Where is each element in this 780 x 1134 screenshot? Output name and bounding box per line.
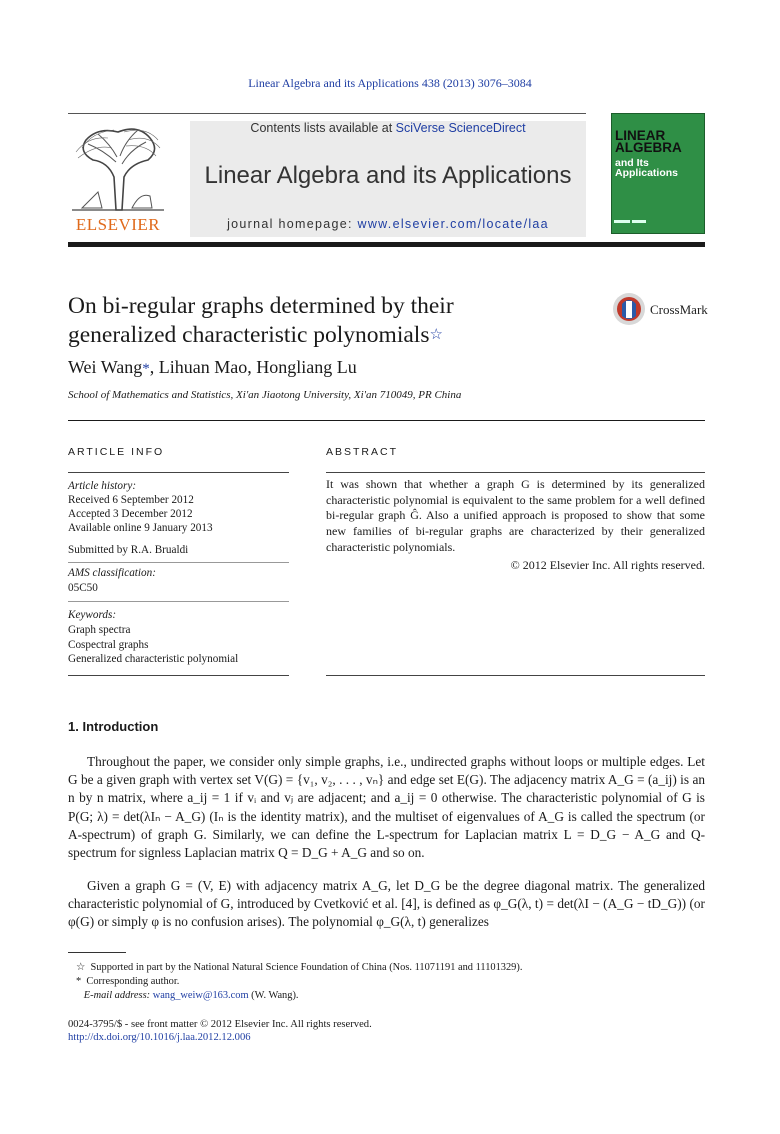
abstract-rule	[326, 472, 705, 473]
footnote-funding	[76, 961, 522, 975]
intro-paragraph-2: Given a graph G = (V, E) with adjacency matrix A_G, let D_G be the degree diagonal matrix. The generalized characteristic polynomial of G, introduced by Cvetković et al. [4], is defined as φ_G(λ, t) = det(λI − (A_G − tD_G)) (or φ(G) or simply φ is no confusion arises). The polynomial φ_G(λ, t) generalizes	[68, 878, 705, 930]
footnote-rule	[68, 952, 126, 953]
keyword: Cospectral graphs	[68, 639, 149, 651]
title-line-1: On bi-regular graphs determined by their	[68, 293, 454, 319]
online-date: Available online 9 January 2013	[68, 522, 213, 534]
header-thick-rule	[68, 242, 705, 247]
title-rule	[68, 420, 705, 421]
journal-citation[interactable]: Linear Algebra and its Applications 438 (2013) 3076–3084	[248, 76, 532, 90]
article-info-rule	[68, 472, 289, 473]
article-info-bottom-rule	[68, 675, 289, 676]
accepted-date: Accepted 3 December 2012	[68, 508, 193, 520]
cover-line-1: LINEAR	[615, 128, 666, 143]
homepage-line	[190, 217, 586, 231]
info-divider	[68, 601, 289, 602]
email-owner: (W. Wang).	[248, 990, 299, 1001]
footnote-corresponding	[76, 975, 179, 989]
footnote-star-mark: ☆	[76, 962, 86, 973]
contents-prefix: Contents lists available at	[250, 121, 396, 135]
front-matter-line: 0024-3795/$ - see front matter © 2012 Elsevier Inc. All rights reserved.	[68, 1019, 372, 1030]
footnote-funding-text: Supported in part by the National Natural Science Foundation of China (Nos. 11071191 and 11101329).	[90, 962, 523, 973]
abstract-copyright: © 2012 Elsevier Inc. All rights reserved.	[510, 558, 705, 572]
cover-title	[615, 130, 701, 154]
cover-bottom-strip	[612, 216, 704, 232]
section-heading: 1. Introduction	[68, 719, 159, 734]
ams-label: AMS classification:	[68, 567, 156, 579]
article-title	[68, 292, 588, 350]
crossmark-label[interactable]: CrossMark	[650, 302, 708, 317]
authors-rest: , Lihuan Mao, Hongliang Lu	[149, 357, 357, 377]
keyword: Graph spectra	[68, 624, 131, 636]
ams-code: 05C50	[68, 582, 98, 594]
homepage-prefix: journal homepage:	[227, 217, 358, 231]
email-link[interactable]: wang_weiw@163.com	[152, 990, 249, 1001]
footnote-asterisk: *	[76, 976, 82, 987]
abstract-heading: ABSTRACT	[326, 446, 399, 458]
sciencedirect-link[interactable]: SciVerse ScienceDirect	[395, 121, 526, 135]
doi-link[interactable]: http://dx.doi.org/10.1016/j.laa.2012.12.006	[68, 1032, 251, 1043]
elsevier-wordmark: ELSEVIER	[75, 215, 161, 234]
affiliation: School of Mathematics and Statistics, Xi'an Jiaotong University, Xi'an 710049, PR China	[68, 389, 462, 401]
header-rule	[68, 113, 586, 114]
history-label: Article history:	[68, 480, 137, 492]
article-info-heading: ARTICLE INFO	[68, 446, 165, 458]
submitted-by: Submitted by R.A. Brualdi	[68, 544, 189, 556]
author-wei-wang: Wei Wang	[68, 357, 143, 377]
cover-line-3: and Its	[615, 157, 649, 169]
cover-subtitle	[615, 158, 701, 178]
info-divider	[68, 562, 289, 563]
received-date: Received 6 September 2012	[68, 494, 194, 506]
abstract-text: It was shown that whether a graph G is determined by its generalized characteristic polynomial is equivalent to the same problem for a well defined bi-regular graph Ĝ. Also a unified approach is proposed to show that some new families of bi-regular graphs are characterized by their generalized characteristic polynomials.	[326, 477, 705, 554]
keyword: Generalized characteristic polynomial	[68, 653, 239, 665]
title-line-2: generalized characteristic polynomials	[68, 322, 430, 348]
keywords-label: Keywords:	[68, 609, 117, 621]
journal-title: Linear Algebra and its Applications	[204, 162, 572, 189]
email-label: E-mail address:	[83, 990, 153, 1001]
homepage-link[interactable]: www.elsevier.com/locate/laa	[357, 217, 549, 231]
corresponding-author-mark[interactable]: *	[142, 361, 150, 377]
cover-line-4: Applications	[615, 167, 679, 179]
title-footnote-star[interactable]: ☆	[429, 327, 443, 343]
footnote-email	[76, 989, 299, 1003]
contents-line	[190, 121, 586, 135]
intro-paragraph-1: Throughout the paper, we consider only simple graphs, i.e., undirected graphs without loops or multiple edges. Let G be a given graph with vertex set V(G) = {v₁, v₂, . . . , vₙ} and edge set E(G). The adjacency matrix A_G = (a_ij) is an n by n matrix, where a_ij = 1 if vᵢ and vⱼ are adjacent; and a_ij = 0 otherwise. The characteristic polynomial of G is P(G; λ) = det(λIₙ − A_G) (Iₙ is the identity matrix), and the multiset of eigenvalues of A_G is called the spectrum (or A-spectrum) of graph G. Similarly, we can define the L-spectrum for Laplacian matrix L = D_G − A_G and Q-spectrum for signless Laplacian matrix Q = D_G + A_G and so on.	[68, 754, 705, 861]
author-list	[68, 357, 357, 378]
cover-line-2: ALGEBRA	[615, 140, 682, 155]
abstract-bottom-rule	[326, 675, 705, 676]
footnote-corresponding-text: Corresponding author.	[86, 976, 180, 987]
